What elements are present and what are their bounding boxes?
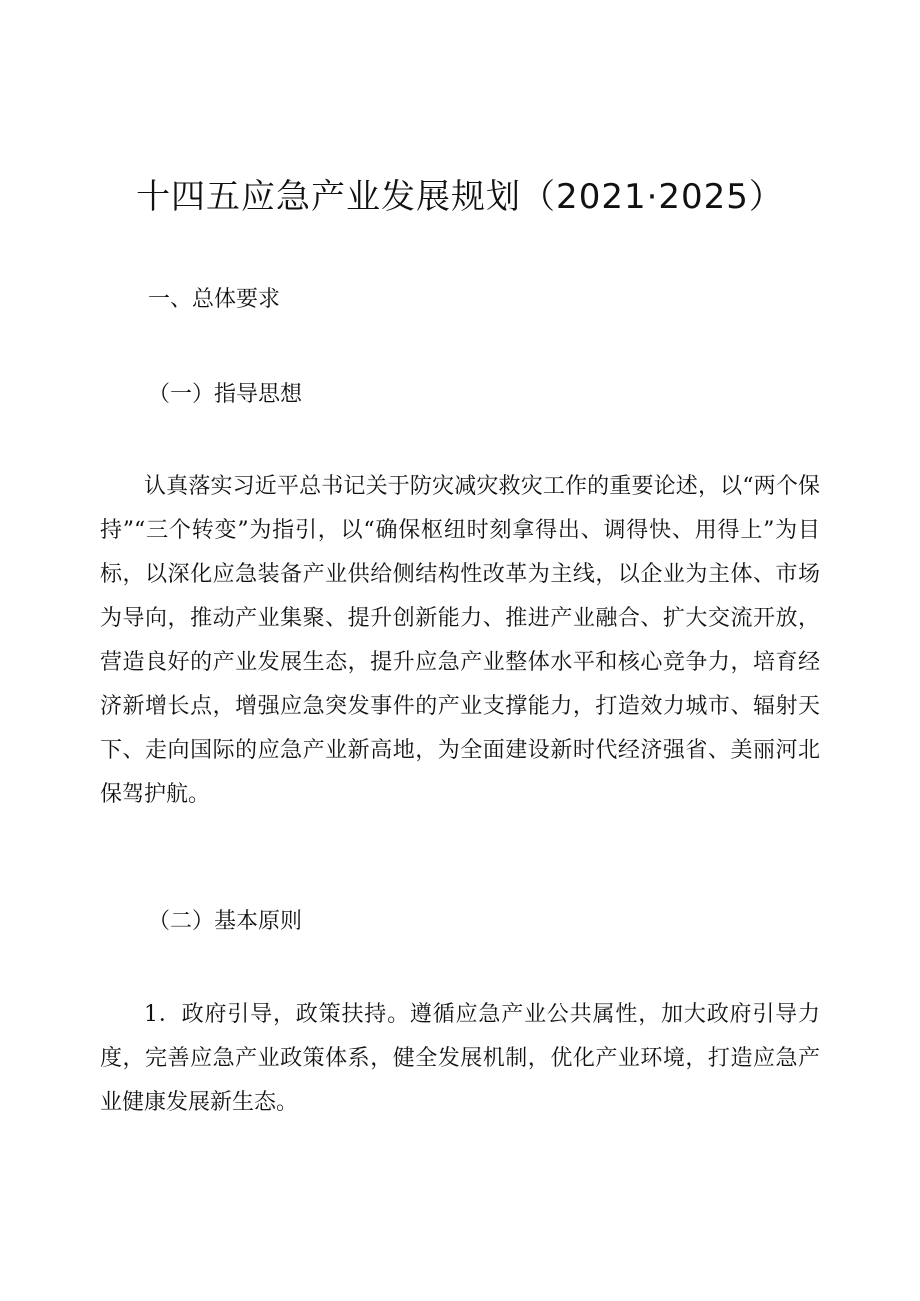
- subsection-heading-guiding-ideology: （一）指导思想: [148, 382, 303, 407]
- guiding-ideology-paragraph: 认真落实习近平总书记关于防灾减灾救灾工作的重要论述，以“两个保持”“三个转变”为指引，以“确保枢纽时刻拿得出、调得快、用得上”为目标，以深化应急装备产业供给侧结构性改革为主线，以企业为主体、市场为导向，推动产业集聚、提升创新能力、推进产业融合、扩大交流开放，营造良好的产业发展生态，提升应急产业整体水平和核心竞争力，培育经济新增长点，增强应急突发事件的产业支撑能力，打造效力城市、辐射天下、走向国际的应急产业新高地，为全面建设新时代经济强省、美丽河北保驾护航。: [100, 474, 820, 807]
- subsection-heading-basic-principles: （二）基本原则: [148, 909, 303, 934]
- section-heading-overall-requirements: 一、总体要求: [148, 287, 281, 312]
- principle-1-paragraph: 1．政府引导，政策扶持。遵循应急产业公共属性，加大政府引导力度，完善应急产业政策体系，健全发展机制，优化产业环境，打造应急产业健康发展新生态。: [100, 1002, 820, 1115]
- document-title: 十四五应急产业发展规划（2021·2025）: [136, 177, 784, 217]
